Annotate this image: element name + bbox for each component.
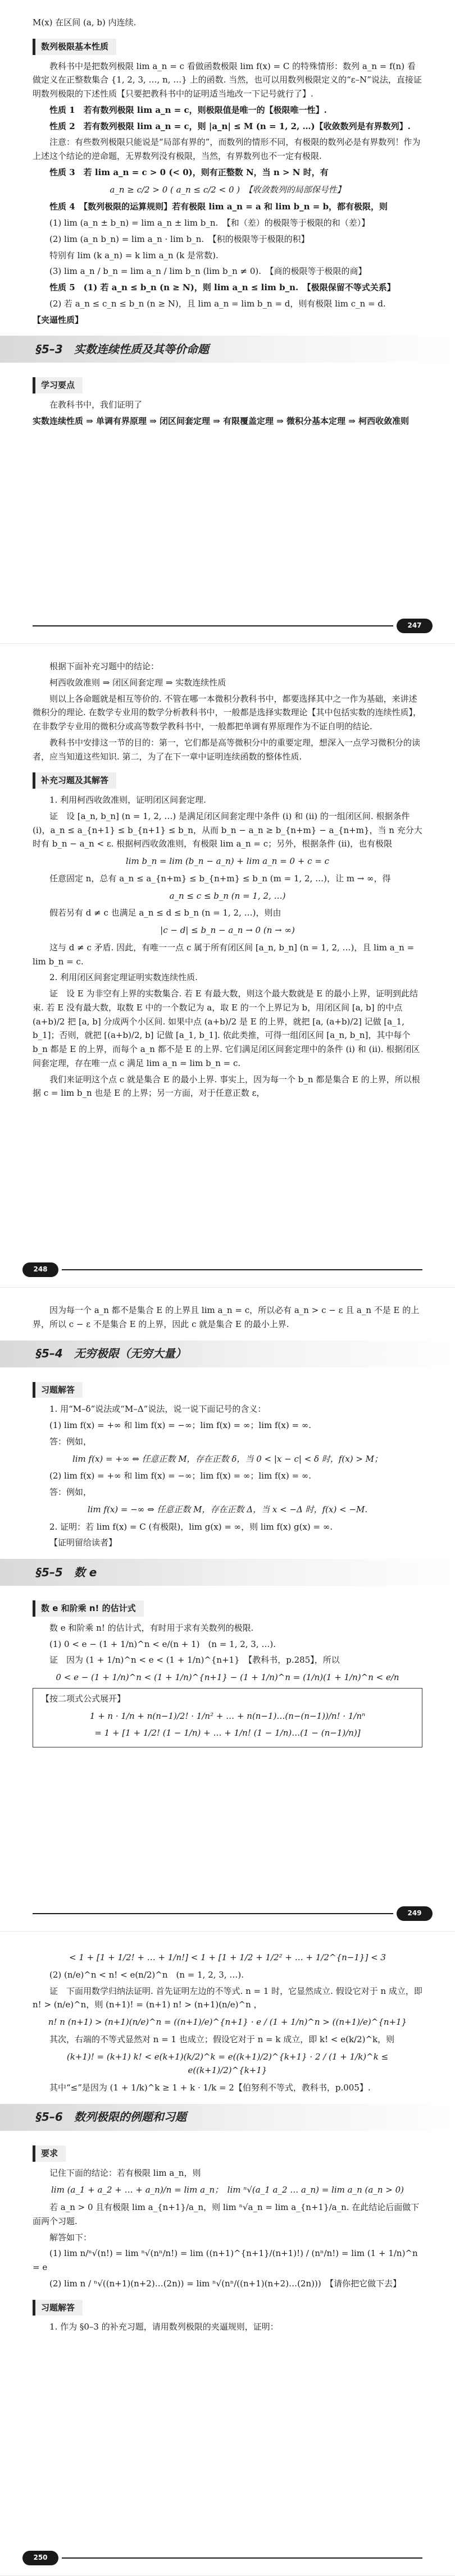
question-1: 1. 作为 §0–3 的补充习题，请用数列极限的夹逼规则，证明： (49, 2322, 279, 2332)
footer-rule (62, 2557, 422, 2559)
book-page-247 (0, 0, 455, 644)
paragraph-def: 教科书中是把数列极限 lim a_n = c 看做函数极限 lim f(x) = C 的特殊情形：数列 a_n = f(n) 看做定义在正整数集合 {1, 2, 3, …, n, …} 上的函数. 当然，也可以用数列极限定义的“ε–N”说法，直接证明数列极限的下述性质【只要把教科书中的证明适当地改一下记号就行了】. (33, 61, 422, 99)
section-title-5-4: §5–4 无穷极限（无穷大量） (36, 1347, 186, 1360)
question-2: 2. 利用闭区间套定理证明实数连续性质. (49, 972, 198, 983)
page-number: 248 (22, 1262, 58, 1277)
book-page-248 (0, 644, 455, 1288)
extend-note: 【夹逼性质】 (33, 314, 84, 325)
section-title-5-6: §5–6 数列极限的例题和习题 (36, 2110, 186, 2124)
paragraph-1: 根据下面补充习题中的结论： (49, 661, 160, 671)
proof-1d: 这与 d ≠ c 矛盾. 因此，有唯一一点 c 属于所有闭区间 [a_n, b_n] (n = 1, 2, …)，且 lim a_n = lim b_n = c. (33, 942, 415, 967)
subhead-exercise-answers: 习题解答 (33, 1382, 83, 1398)
binomial-continued: < 1 + [1 + 1/2! + … + 1/n!] < 1 + [1 + 1/2 + 1/2² + … + 1/2^{n−1}] < 3 (69, 1952, 386, 1962)
rule-2b: 特别有 lim (k a_n) = k lim a_n (k 是常数). (49, 250, 219, 260)
property-3: 性质 3 若 lim a_n = c > 0 (< 0)，则有正整数 N，当 n > N 时，有 (49, 167, 329, 177)
footer-rule (33, 1913, 393, 1914)
section-header-5-6 (0, 2104, 455, 2131)
property-1: 性质 1 若有数列极限 lim a_n = c，则极限值是唯一的【极限唯一性】. (49, 104, 327, 115)
rule-5: (2) 若 a_n ≤ c_n ≤ b_n (n ≥ N)，且 lim a_n = lim b_n = d，则有极限 lim c_n = d. (49, 298, 386, 309)
rule-3: (3) lim a_n / b_n = lim a_n / lim b_n (lim b_n ≠ 0). 【商的极限等于极限的商】 (49, 266, 367, 277)
estimate-2: (2) (n/e)^n < n! < e(n/2)^n (n = 1, 2, 3, …). (49, 1969, 244, 1980)
property-5: 性质 5 (1) 若 a_n ≤ b_n (n ≥ N)，则 lim a_n ≤ lim b_n. 【极限保留不等式关系】 (49, 282, 395, 292)
proof-2: 证 设 E 为非空有上界的实数集合. 若 E 有最大数，则这个最大数就是 E 的最小上界，证明到此结束. 若 E 没有最大数，取数 E 中的一个数记为 a，取 E 的一个上界记为 b，用闭区间 [a, b] 的中点 (a+b)/2 把 [a, b] 分成两个小区间. 如果中点 (a+b)/2 是 E 的上界，就把 [a, (a+b)/2] 记做 [a_1, b_1]；否则，就把 [(a+b)/2, b] 记做 [a_1, b_1]. 依此类推，可得一组闭区间 [a_n, b_n]，其中每个 b_n 都是 E 的上界，而每个 a_n 都不是 E 的上界. 它们满足闭区间套定理中的条件 (i) 和 (ii). 根据闭区间套定理，存在唯一点 c 满足 lim a_n = lim b_n = c. (33, 989, 420, 1068)
proof-2-formula-2: (k+1)! = (k+1) k! < e(k+1)(k/2)^k = e((k+1)/2)^{k+1} · 2 / (1 + 1/k)^k ≤ e((k+1)/2)^{k+1} (66, 2051, 389, 2076)
subhead-basic-properties: 数列极限基本性质 (33, 39, 116, 55)
learning-paragraph-1: 在教科书中，我们证明了 (49, 400, 143, 410)
footer-rule (33, 625, 393, 626)
subhead-exercise-answers-2: 习题解答 (33, 2300, 83, 2316)
proof-2-formula: n! n (n+1) > (n+1)(n/e)^n = ((n+1)/e)^{n+1} · e / (1 + 1/n)^n > ((n+1)/e)^{n+1} (48, 2017, 407, 2027)
proof-e: 证 因为 (1 + 1/n)^n < e < (1 + 1/n)^{n+1} 【教科书，p.285】，所以 (49, 1655, 340, 1666)
requirement-formula: lim (a_1 + a_2 + … + a_n)/n = lim a_n； lim ⁿ√(a_1 a_2 … a_n) = lim a_n (a_n > 0) (51, 2185, 404, 2195)
proof-2a: 证 下面用数学归纳法证明. 首先证明左边的不等式. n = 1 时，它显然成立. 假设它对于 n 成立，即 n! > (n/e)^n，则 (n+1)! = (n+1) n! > (n+1)(n/e)^n ， (33, 1985, 422, 2010)
answer-2: 答：例如， (49, 1487, 92, 1497)
page-number: 247 (397, 619, 433, 633)
proof-1b: 任意固定 n，总有 a_n ≤ a_{n+m} ≤ b_{n+m} ≤ b_n (m = 1, 2, …)，让 m → ∞，得 (49, 873, 391, 884)
proof-2b: 我们来证明这个点 c 就是集合 E 的最小上界. 事实上，因为每一个 b_n 都是集合 E 的上界，所以根据 c = lim b_n 也是 E 的上界；另一方面，对于任意正数 ε， (33, 1074, 420, 1099)
requirement-paragraph-2: 若 a_n > 0 且有极限 lim a_{n+1}/a_n，则 lim ⁿ√a_n = lim a_{n+1}/a_n. 在此结论后面做下面两个习题. (33, 2202, 420, 2226)
section-title-5-3: §5–3 实数连续性质及其等价命题 (36, 342, 209, 356)
proof-2b: 其次，右端的不等式显然对 n = 1 也成立；假设它对于 n = k 成立，即 k! < e(k/2)^k，则 (49, 2034, 395, 2044)
question-1-part-2: (2) lim f(x) = +∞ 和 lim f(x) = −∞；lim f(x) = ∞；lim f(x) = ∞. (49, 1471, 312, 1481)
binomial-note: 【按二项式公式展开】 (41, 1693, 126, 1704)
rule-2: (2) lim (a_n b_n) = lim a_n · lim b_n. 【积的极限等于极限的积】 (49, 234, 310, 244)
question-1: 1. 用“M–δ”说法或“M–Δ”说法，说一说下面记号的含义： (49, 1404, 266, 1415)
page-number: 249 (397, 1906, 433, 1921)
paragraph-3: 则以上各命题就是相互等价的. 不管在哪一本微积分教科书中，都要选择其中之一作为基础，来讲述微积分的理论. 在数学专业用的数学分析教科书中，一般都是选择实数理论【其中包括实数的连续性质】，在非数学专业用的微积分或高等数学教科书中，一般都把单调有界原理作为不证自明的结论. (33, 693, 422, 731)
section-header-5-4 (0, 1340, 455, 1367)
subhead-learning-points: 学习要点 (33, 377, 83, 394)
learning-chain: 实数连续性质 ⇒ 单调有界原理 ⇒ 闭区间套定理 ⇒ 有限覆盖定理 ⇒ 微积分基本定理 ⇒ 柯西收敛准则 (33, 415, 410, 426)
property-3-formula: a_n ≥ c/2 > 0 ( a_n ≤ c/2 < 0 ) 【收敛数列的局部保号性】 (110, 184, 345, 195)
subhead-supplementary: 补充习题及其解答 (33, 772, 116, 789)
proof-1-formula: lim b_n = lim (b_n − a_n) + lim a_n = 0 + c = c (125, 856, 330, 866)
example-intro: 解答如下： (49, 2232, 92, 2243)
requirement-paragraph: 记住下面的结论：若有极限 lim a_n，则 (49, 2167, 201, 2178)
subhead-requirements: 要求 (33, 2145, 66, 2162)
paragraph-2: 柯西收敛准则 ⇒ 闭区间套定理 ⇒ 实数连续性质 (49, 677, 226, 688)
proof-2c: 其中“≤”是因为 (1 + 1/k)^k ≥ 1 + k · 1/k = 2【伯努利不等式，教科书，p.005】. (49, 2083, 371, 2093)
section-header-5-3 (0, 336, 455, 363)
question-1: 1. 利用柯西收敛准则，证明闭区间套定理. (49, 795, 206, 805)
question-2: 2. 证明：若 lim f(x) = C (有极限)，lim g(x) = ∞，则 lim f(x) g(x) = ∞. (49, 1521, 333, 1532)
estimate-1: (1) 0 < e − (1 + 1/n)^n < e/(n + 1) (n = 1, 2, 3, …). (49, 1639, 276, 1649)
property-2: 性质 2 若有数列极限 lim a_n = c，则 |a_n| ≤ M (n = 1, 2, …)【收敛数列是有界数列】. (49, 121, 411, 131)
answer-1-formula: lim f(x) = +∞ ⇔ 任意正数 M，存在正数 δ，当 0 < |x − c| < δ 时，f(x) > M； (72, 1453, 383, 1464)
example-1: (1) lim n/ⁿ√(n!) = lim ⁿ√(nⁿ/n!) = lim ((n+1)^{n+1}/(n+1)!) / (nⁿ/n!) = lim (1 + 1/n)^n = e (33, 2248, 418, 2272)
paragraph-e: 数 e 和阶乘 n! 的估计式，有时用于求有关数列的极限. (49, 1622, 254, 1633)
paragraph-1: 因为每一个 a_n 都不是集合 E 的上界且 lim a_n = c，所以必有 a_n > c − ε 且 a_n 不是 E 的上界，所以 c − ε 不是集合 E 的上界，因此 c 就是集合 E 的最小上界. (33, 1305, 420, 1329)
binomial-line-2: = 1 + [1 + 1/2! (1 − 1/n) + … + 1/n! (1 − 1/n)…(1 − (n−1)/n)] (94, 1728, 361, 1738)
book-page-250 (0, 1932, 455, 2576)
proof-1-formula-3: |c − d| ≤ b_n − a_n → 0 (n → ∞) (160, 925, 295, 935)
answer-2-formula: lim f(x) = −∞ ⇔ 任意正数 M，存在正数 Δ，当 x < −Δ 时，f(x) < −M. (87, 1504, 368, 1515)
answer-1: 答：例如， (49, 1436, 92, 1447)
proof-1-formula-2: a_n ≤ c ≤ b_n (n = 1, 2, …) (169, 890, 286, 901)
example-2: (2) lim n / ⁿ√((n+1)(n+2)…(2n)) = lim ⁿ√(nⁿ/((n+1)(n+2)…(2n))) 【请你把它做下去】 (49, 2278, 402, 2289)
intro-line: M(x) 在区间 (a, b) 内连续. (33, 17, 136, 28)
footer-rule (62, 1269, 422, 1270)
book-page-249 (0, 1288, 455, 1932)
binomial-box (33, 1688, 422, 1747)
proof-1a: 证 设 [a_n, b_n] (n = 1, 2, …) 是满足闭区间套定理中条件 (i) 和 (ii) 的一组闭区间. 根据条件 (i)，a_n ≤ a_{n+1} ≤ b_{n+1} ≤ b_n，从而 b_n − a_n ≥ b_{n+m} − a_{n+m}，当 n 充分大时有 b_n − a_n < ε. 根据柯西收敛准则，有极限 lim a_n = c；另外，根据条件 (ii)，也有极限 (33, 811, 422, 849)
section-header-5-5 (0, 1559, 455, 1586)
section-title-5-5: §5–5 数 e (36, 1565, 97, 1579)
subhead-e-estimates: 数 e 和阶乘 n! 的估计式 (33, 1600, 144, 1617)
paragraph-note: 注意：有些数列极限只能说是“局部有界的”，而数列的情形不同，有极限的数列必是有界数列！作为上述这个结论的逆命题，无界数列没有极限，当然，有界数列也不一定有极限. (33, 137, 421, 161)
question-2-hint: 【证明留给读者】 (49, 1538, 117, 1548)
binomial-line-1: 1 + n · 1/n + n(n−1)/2! · 1/n² + … + n(n−1)…(n−(n−1))/n! · 1/nⁿ (89, 1710, 366, 1721)
proof-1c: 假若另有 d ≠ c 也满足 a_n ≤ d ≤ b_n (n = 1, 2, …)，则由 (49, 908, 281, 918)
page-number: 250 (22, 2551, 58, 2565)
paragraph-4: 教科书中安排这一节的目的：第一，它们都是高等微积分中的重要定理，想深入一点学习微积分的读者，应当知道这些知识. 第二，为了在下一章中证明连续函数的整体性质. (33, 737, 421, 762)
question-1-part-1: (1) lim f(x) = +∞ 和 lim f(x) = −∞；lim f(x) = ∞；lim f(x) = ∞. (49, 1420, 312, 1430)
rule-1: (1) lim (a_n ± b_n) = lim a_n ± lim b_n. 【和（差）的极限等于极限的和（差）】 (49, 218, 370, 228)
property-4: 性质 4 【数列极限的运算规则】若有极限 lim a_n = a 和 lim b_n = b，都有极限，则 (49, 202, 388, 212)
proof-e-formula: 0 < e − (1 + 1/n)^n < (1 + 1/n)^{n+1} − (1 + 1/n)^n = (1/n)(1 + 1/n)^n < e/n (56, 1672, 399, 1682)
